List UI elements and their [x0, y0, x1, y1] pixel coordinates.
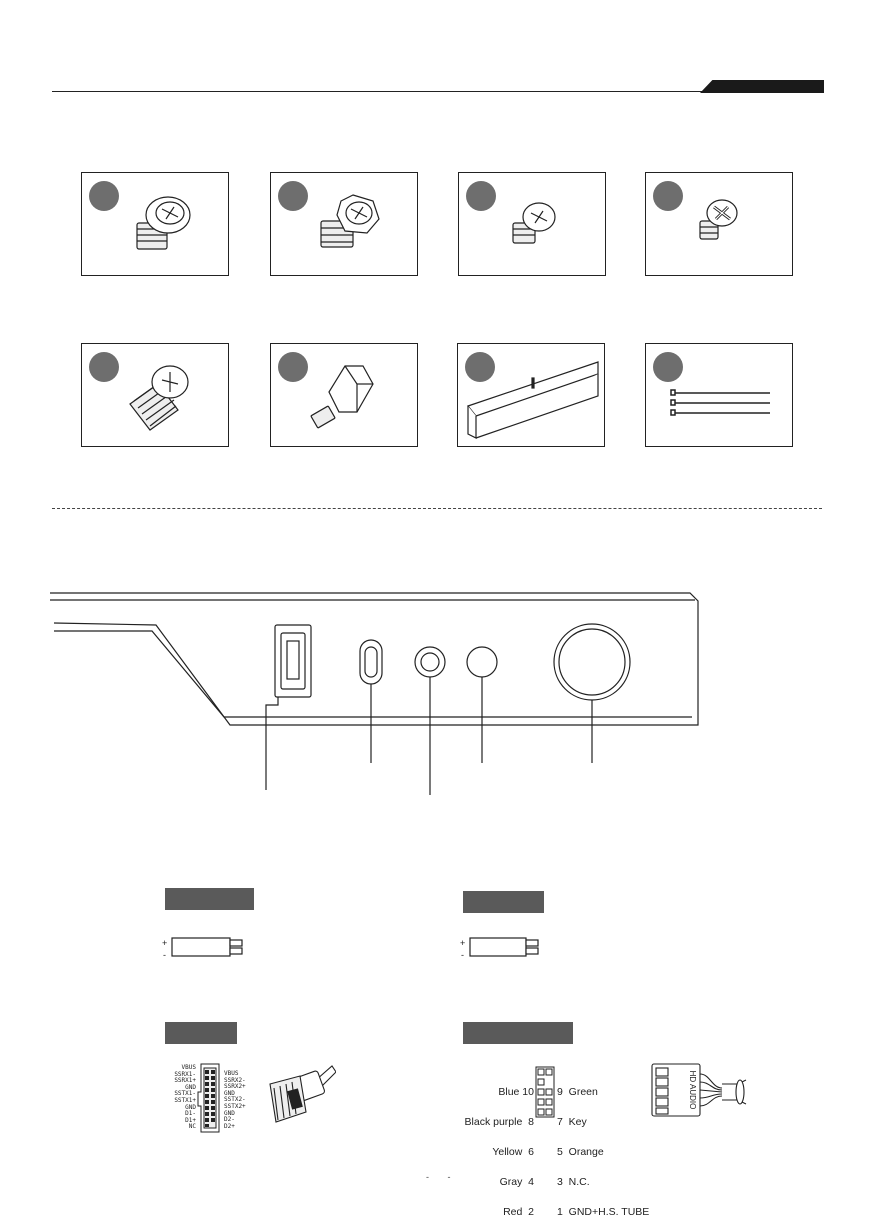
accessory-screw-pan-head-large [81, 172, 229, 276]
accessory-screw-small-pan [645, 172, 793, 276]
usb3-pin-label: D1+ [185, 1116, 196, 1124]
usb3-plug-illustration [266, 1062, 336, 1128]
usb3-header-pinout [197, 1062, 223, 1134]
hd-audio-pin-label: Yellow 6 [492, 1146, 534, 1158]
hd-audio-pin-label: Red 2 [503, 1206, 534, 1218]
usb3-pin-label: SSRX1+ [174, 1077, 196, 1085]
usb3-pin-label: SSRX1- [174, 1070, 196, 1078]
polarity-plus: + [460, 938, 466, 948]
front-io-panel-diagram [40, 585, 720, 800]
polarity-minus: - [163, 950, 166, 960]
connector-label-tag [165, 1022, 237, 1044]
countersunk-screw-icon [82, 344, 230, 448]
page-number: - - [426, 1172, 459, 1182]
connector-label-tag [463, 891, 544, 913]
usb3-pin-label: NC [188, 1123, 196, 1131]
hd-audio-pin-label: 7 Key [557, 1116, 587, 1128]
accessory-screw-flat-head [458, 172, 606, 276]
usb3-pin-label: SSTX2- [224, 1096, 246, 1104]
hex-washer-screw-icon [271, 173, 419, 277]
hd-audio-pin-label: 9 Green [557, 1086, 598, 1098]
flat-head-screw-icon [459, 173, 607, 277]
pan-head-screw-icon [82, 173, 230, 277]
section-divider [52, 508, 822, 509]
hd-audio-plug-label: HD AUDIO [688, 1070, 697, 1110]
accessory-standoff [270, 343, 418, 447]
led-connector-diagram [160, 932, 260, 962]
polarity-minus: - [461, 950, 464, 960]
hd-audio-pin-label: 1 GND+H.S. TUBE [557, 1206, 650, 1218]
usb3-right-pin-labels [224, 1071, 246, 1130]
usb3-pin-label: VBUS [224, 1070, 239, 1077]
usb3-pin-label: D2+ [224, 1122, 235, 1130]
accessory-screw-countersunk-long [81, 343, 229, 447]
accessory-screw-hex-washer [270, 172, 418, 276]
hd-audio-pin-label: Black purple 8 [464, 1116, 534, 1128]
usb3-pin-label: GND [224, 1089, 235, 1097]
usb3-pin-label: SSRX2- [224, 1076, 246, 1084]
usb3-pin-label: D2- [224, 1116, 235, 1124]
connector-label-tag [165, 888, 254, 910]
usb3-left-pin-labels [166, 1065, 196, 1131]
usb3-pin-label: GND [185, 1083, 196, 1091]
l-bracket-icon [458, 344, 606, 448]
hd-audio-plug-illustration [650, 1060, 750, 1120]
small-screw-icon [646, 173, 794, 277]
cable-ties-icon [646, 344, 794, 448]
led-connector-diagram [458, 932, 558, 962]
hd-audio-right-labels [557, 1067, 649, 1227]
usb3-pin-label: SSTX1- [174, 1090, 196, 1098]
usb3-pin-label: SSTX2+ [224, 1102, 246, 1110]
usb3-pin-label: SSRX2+ [224, 1083, 246, 1091]
usb3-pin-label: GND [224, 1109, 235, 1117]
hex-standoff-icon [271, 344, 419, 448]
hd-audio-left-labels [440, 1067, 534, 1227]
polarity-plus: + [162, 938, 168, 948]
accessory-cable-ties [645, 343, 793, 447]
hd-audio-pin-label: Blue 10 [498, 1086, 534, 1098]
accessory-bracket [457, 343, 605, 447]
usb3-pin-label: D1- [185, 1110, 196, 1118]
header-accent-tab [700, 80, 824, 93]
hd-audio-header-pinout [535, 1066, 555, 1118]
usb3-pin-label: SSTX1+ [174, 1096, 196, 1104]
connector-label-tag [463, 1022, 573, 1044]
hd-audio-pin-label: 3 N.C. [557, 1176, 590, 1188]
hd-audio-pin-label: Gray 4 [499, 1176, 534, 1188]
hd-audio-pin-label: 5 Orange [557, 1146, 604, 1158]
usb3-pin-label: GND [185, 1103, 196, 1111]
usb3-pin-label: VBUS [181, 1064, 196, 1071]
